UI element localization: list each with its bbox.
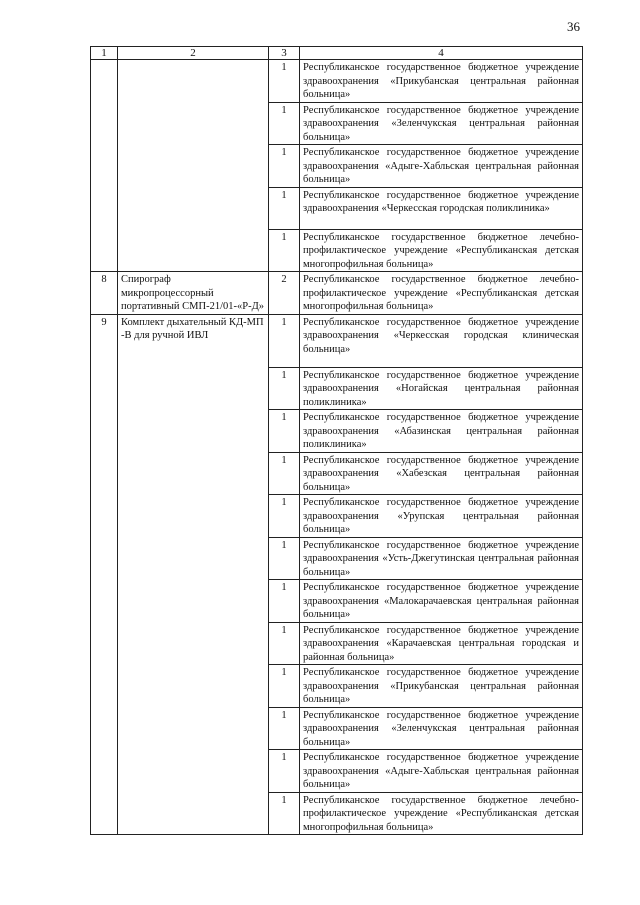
table-row xyxy=(91,314,583,367)
item-quantity: 1 xyxy=(269,665,300,708)
recipient-institution: Республиканское государственное бюджетное учреждение здравоохранения «Абазинская центральная районная поликлиника» xyxy=(300,410,583,453)
item-quantity: 1 xyxy=(269,314,300,367)
item-quantity: 1 xyxy=(269,537,300,580)
item-quantity: 1 xyxy=(269,452,300,495)
item-quantity: 1 xyxy=(269,367,300,410)
item-quantity: 1 xyxy=(269,707,300,750)
recipient-institution: Республиканское государственное бюджетное учреждение здравоохранения «Урупская центральная районная больница» xyxy=(300,495,583,538)
table-body xyxy=(91,60,583,835)
equipment-distribution-table xyxy=(90,46,583,835)
item-number xyxy=(91,60,118,272)
item-quantity: 1 xyxy=(269,60,300,103)
item-quantity: 1 xyxy=(269,102,300,145)
item-quantity: 1 xyxy=(269,187,300,229)
item-name: Спирограф микропроцессорный портативный СМП-21/01-«Р-Д» xyxy=(118,272,269,315)
recipient-institution: Республиканское государственное бюджетное учреждение здравоохранения «Зеленчукская центральная районная больница» xyxy=(300,707,583,750)
item-quantity: 1 xyxy=(269,145,300,188)
recipient-institution: Республиканское государственное бюджетное лечебно-профилактическое учреждение «Республиканская детская многопрофильная больница» xyxy=(300,272,583,315)
item-quantity: 1 xyxy=(269,580,300,623)
header-col-1: 1 xyxy=(91,47,118,60)
recipient-institution: Республиканское государственное бюджетное учреждение здравоохранения «Адыге-Хабльская центральная районная больница» xyxy=(300,750,583,793)
item-name: Комплект дыхательный КД-МП -В для ручной ИВЛ xyxy=(118,314,269,835)
recipient-institution: Республиканское государственное бюджетное учреждение здравоохранения «Зеленчукская центральная районная больница» xyxy=(300,102,583,145)
recipient-institution: Республиканское государственное бюджетное учреждение здравоохранения «Ногайская центральная районная поликлиника» xyxy=(300,367,583,410)
recipient-institution: Республиканское государственное бюджетное учреждение здравоохранения «Черкесская городская клиническая больница» xyxy=(300,314,583,367)
item-name xyxy=(118,60,269,272)
table-header xyxy=(91,47,583,60)
table-row xyxy=(91,60,583,103)
item-number: 8 xyxy=(91,272,118,315)
header-col-3: 3 xyxy=(269,47,300,60)
item-quantity: 1 xyxy=(269,495,300,538)
item-quantity: 1 xyxy=(269,229,300,272)
recipient-institution: Республиканское государственное бюджетное учреждение здравоохранения «Малокарачаевская центральная районная больница» xyxy=(300,580,583,623)
header-col-4: 4 xyxy=(300,47,583,60)
recipient-institution: Республиканское государственное бюджетное учреждение здравоохранения «Хабезская центральная районная больница» xyxy=(300,452,583,495)
recipient-institution: Республиканское государственное бюджетное учреждение здравоохранения «Карачаевская центральная городская и районная больница» xyxy=(300,622,583,665)
item-quantity: 1 xyxy=(269,792,300,835)
recipient-institution: Республиканское государственное бюджетное лечебно-профилактическое учреждение «Республиканская детская многопрофильная больница» xyxy=(300,229,583,272)
recipient-institution: Республиканское государственное бюджетное учреждение здравоохранения «Адыге-Хабльская центральная районная больница» xyxy=(300,145,583,188)
table-row xyxy=(91,272,583,315)
item-number: 9 xyxy=(91,314,118,835)
page-number: 36 xyxy=(567,19,580,34)
recipient-institution: Республиканское государственное бюджетное лечебно-профилактическое учреждение «Республиканская детская многопрофильная больница» xyxy=(300,792,583,835)
recipient-institution: Республиканское государственное бюджетное учреждение здравоохранения «Черкесская городская поликлиника» xyxy=(300,187,583,229)
recipient-institution: Республиканское государственное бюджетное учреждение здравоохранения «Прикубанская центральная районная больница» xyxy=(300,665,583,708)
item-quantity: 2 xyxy=(269,272,300,315)
recipient-institution: Республиканское государственное бюджетное учреждение здравоохранения «Прикубанская центральная районная больница» xyxy=(300,60,583,103)
header-col-2: 2 xyxy=(118,47,269,60)
item-quantity: 1 xyxy=(269,750,300,793)
recipient-institution: Республиканское государственное бюджетное учреждение здравоохранения «Усть-Джегутинская центральная районная больница» xyxy=(300,537,583,580)
item-quantity: 1 xyxy=(269,410,300,453)
item-quantity: 1 xyxy=(269,622,300,665)
